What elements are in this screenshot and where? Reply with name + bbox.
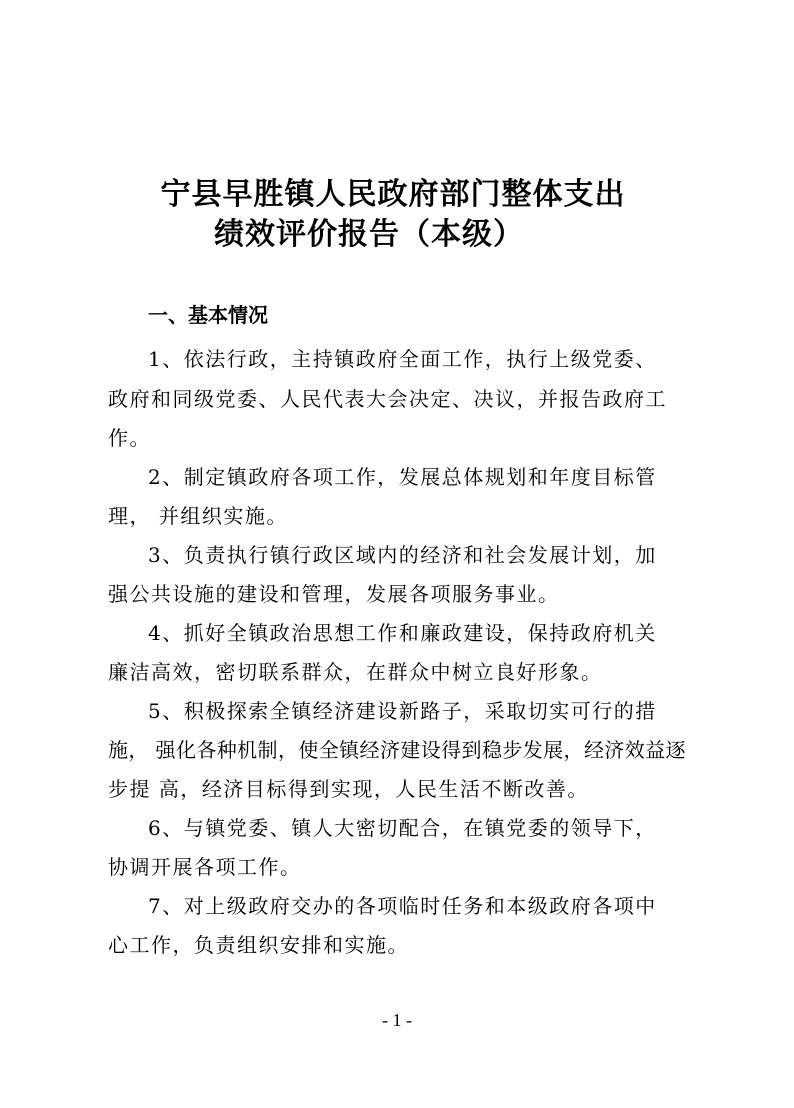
paragraph-1-line-1: 1、依法行政，主持镇政府全面工作，执行上级党委、: [148, 347, 657, 371]
paragraph-1-line-2: 政府和同级党委、人民代表大会决定、决议，并报告政府工: [108, 387, 667, 411]
paragraph-4-line-2: 廉洁高效，密切联系群众，在群众中树立良好形象。: [108, 660, 603, 684]
section-heading-basic-info: 一、基本情况: [148, 303, 268, 327]
paragraph-2-line-1: 2、制定镇政府各项工作，发展总体规划和年度目标管: [148, 465, 657, 489]
paragraph-3-line-2: 强公共设施的建设和管理，发展各项服务事业。: [108, 582, 560, 606]
paragraph-6-line-2: 协调开展各项工作。: [108, 855, 302, 879]
page-number: - 1 -: [382, 1010, 412, 1030]
paragraph-3-line-1: 3、负责执行镇行政区域内的经济和社会发展计划，加: [148, 543, 657, 567]
document-title-line-2: 绩效评价报告（本级）: [214, 217, 524, 252]
paragraph-2-line-2: 理， 并组织实施。: [108, 504, 288, 528]
paragraph-5-line-1: 5、积极探索全镇经济建设新路子，采取切实可行的措: [148, 699, 657, 723]
document-title-line-1: 宁县早胜镇人民政府部门整体支出: [160, 177, 626, 212]
paragraph-7-line-1: 7、对上级政府交办的各项临时任务和本级政府各项中: [148, 894, 657, 918]
paragraph-7-line-2: 心工作，负责组织安排和实施。: [108, 933, 409, 957]
paragraph-5-line-3: 步提 高，经济目标得到实现，人民生活不断改善。: [108, 777, 589, 801]
paragraph-5-line-2: 施， 强化各种机制，使全镇经济建设得到稳步发展，经济效益逐: [108, 738, 686, 762]
paragraph-4-line-1: 4、抓好全镇政治思想工作和廉政建设，保持政府机关: [148, 621, 657, 645]
paragraph-6-line-1: 6、与镇党委、镇人大密切配合，在镇党委的领导下，: [148, 816, 657, 840]
paragraph-1-line-3: 作。: [108, 426, 151, 450]
